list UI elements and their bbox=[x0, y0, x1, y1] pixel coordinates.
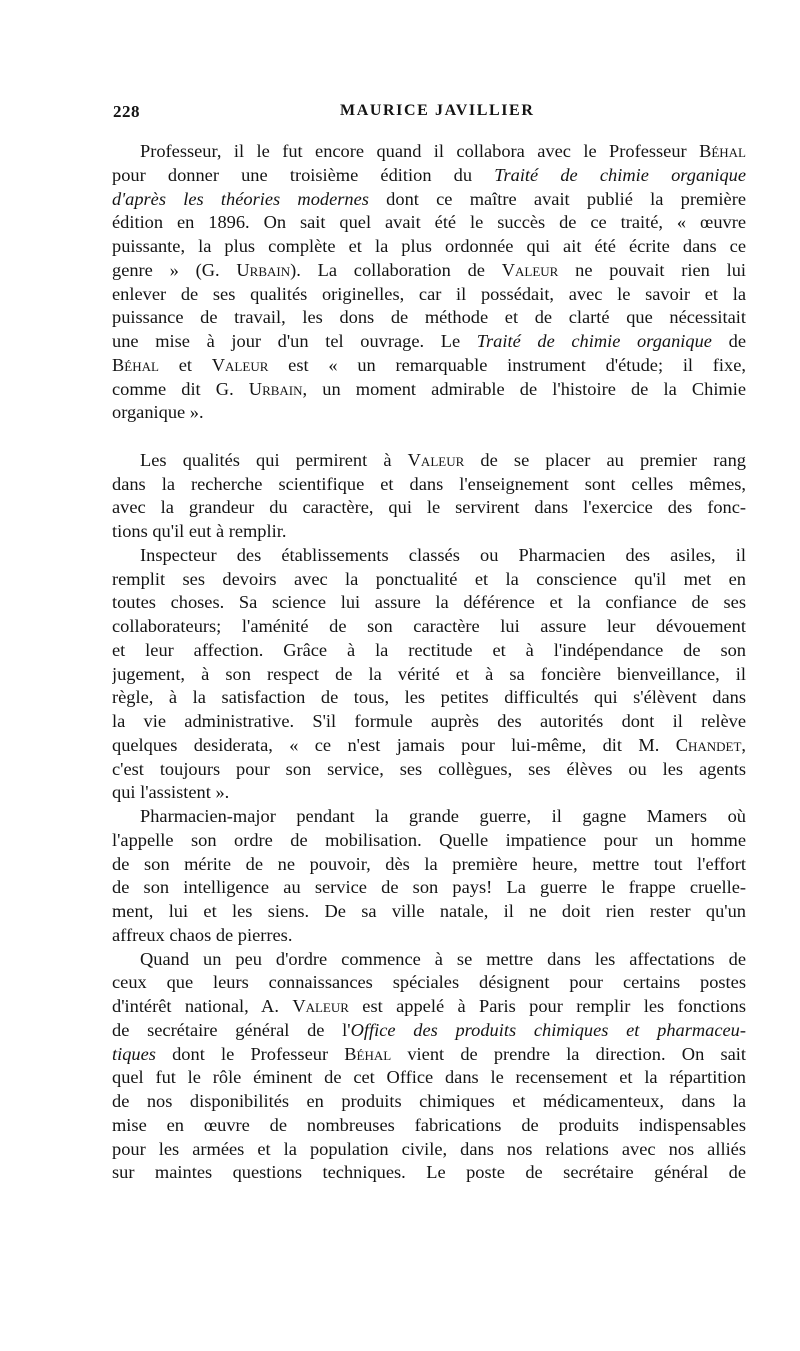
text-line: enlever de ses qualités originelles, car il possédait, avec le savoir et la bbox=[112, 283, 746, 304]
text-line: comme dit G. Urbain, un moment admirable de l'histoire de la Chimie bbox=[112, 378, 746, 399]
text-line: mise en œuvre de nombreuses fabrications de produits indispensables bbox=[112, 1114, 746, 1135]
body-text bbox=[112, 140, 746, 1185]
text-line: collaborateurs; l'aménité de son caractère lui assure leur dévouement bbox=[112, 616, 746, 636]
text-line: une mise à jour d'un tel ouvrage. Le Traité de chimie organique de bbox=[112, 331, 746, 351]
text-line: règle, à la satisfaction de tous, les petites difficultés qui s'élèvent dans bbox=[112, 687, 746, 708]
text-line: organique ». bbox=[112, 402, 204, 423]
text-line: et leur affection. Grâce à la rectitude et à l'indépendance de son bbox=[112, 639, 746, 660]
text-line: qui l'assistent ». bbox=[112, 782, 230, 803]
text-line: affreux chaos de pierres. bbox=[112, 924, 293, 945]
text-line: ment, lui et les siens. De sa ville natale, il ne doit rien rester qu'un bbox=[112, 901, 746, 921]
paragraph-gap bbox=[112, 425, 746, 449]
text-line: Inspecteur des établissements classés ou Pharmacien des asiles, il bbox=[140, 544, 746, 565]
text-line: de son mérite de ne pouvoir, dès la première heure, mettre tout l'effort bbox=[112, 853, 746, 874]
text-line: d'après les théories modernes dont ce maître avait publié la première bbox=[112, 188, 746, 209]
text-line: pour les armées et la population civile, dans nos relations avec nos alliés bbox=[112, 1138, 746, 1159]
text-line: remplit ses devoirs avec la ponctualité et la conscience qu'il met en bbox=[112, 568, 746, 589]
page-number: 228 bbox=[113, 102, 140, 121]
text-line: d'intérêt national, A. Valeur est appelé à Paris pour remplir les fonctions bbox=[112, 996, 746, 1016]
text-line: de nos disponibilités en produits chimiques et médicamenteux, dans la bbox=[112, 1091, 746, 1111]
text-line: tiques dont le Professeur Béhal vient de prendre la direction. On sait bbox=[112, 1043, 746, 1064]
text-line: l'appelle son ordre de mobilisation. Quelle impatience pour un homme bbox=[112, 829, 746, 850]
text-line: c'est toujours pour son service, ses collègues, ses élèves ou les agents bbox=[112, 758, 746, 779]
text-line: Professeur, il le fut encore quand il collabora avec le Professeur Béhal bbox=[140, 141, 746, 161]
text-line: puissante, la plus complète et la plus ordonnée qui ait été écrite dans ce bbox=[112, 236, 746, 256]
text-line: la vie administrative. S'il formule auprès des autorités dont il relève bbox=[112, 711, 746, 731]
text-line: jugement, à son respect de la vérité et à sa foncière bienveillance, il bbox=[112, 663, 746, 684]
text-line: avec la grandeur du caractère, qui le servirent dans l'exercice des fonc- bbox=[112, 497, 746, 518]
text-line: édition en 1896. On sait quel avait été le succès de ce traité, « œuvre bbox=[112, 212, 746, 233]
text-line: quel fut le rôle éminent de cet Office dans le recensement et la répartition bbox=[112, 1067, 746, 1088]
text-line: sur maintes questions techniques. Le poste de secrétaire général de bbox=[112, 1162, 746, 1183]
text-line: toutes choses. Sa science lui assure la déférence et la confiance de ses bbox=[112, 592, 746, 613]
running-head: MAURICE JAVILLIER bbox=[340, 102, 535, 119]
text-line: tions qu'il eut à remplir. bbox=[112, 521, 287, 541]
text-line: quelques desiderata, « ce n'est jamais pour lui-même, dit M. Chandet, bbox=[112, 734, 746, 755]
text-line: de secrétaire général de l'Office des produits chimiques et pharmaceu- bbox=[112, 1019, 746, 1040]
text-line: dans la recherche scientifique et dans l'enseignement sont celles mêmes, bbox=[112, 473, 746, 494]
page-header bbox=[113, 102, 743, 126]
text-line: Pharmacien-major pendant la grande guerre, il gagne Mamers où bbox=[140, 806, 746, 826]
text-line: puissance de travail, les dons de méthode et de clarté que nécessitait bbox=[112, 307, 746, 328]
text-line: ceux que leurs connaissances spéciales désignent pour certains postes bbox=[112, 972, 746, 993]
text-line: pour donner une troisième édition du Traité de chimie organique bbox=[112, 164, 746, 185]
text-line: de son intelligence au service de son pays! La guerre le frappe cruelle- bbox=[112, 877, 746, 898]
text-line: genre » (G. Urbain). La collaboration de Valeur ne pouvait rien lui bbox=[112, 259, 746, 280]
text-line: Quand un peu d'ordre commence à se mettre dans les affectations de bbox=[140, 948, 746, 969]
text-line: Les qualités qui permirent à Valeur de se placer au premier rang bbox=[140, 449, 746, 470]
text-line: Béhal et Valeur est « un remarquable instrument d'étude; il fixe, bbox=[112, 354, 746, 375]
